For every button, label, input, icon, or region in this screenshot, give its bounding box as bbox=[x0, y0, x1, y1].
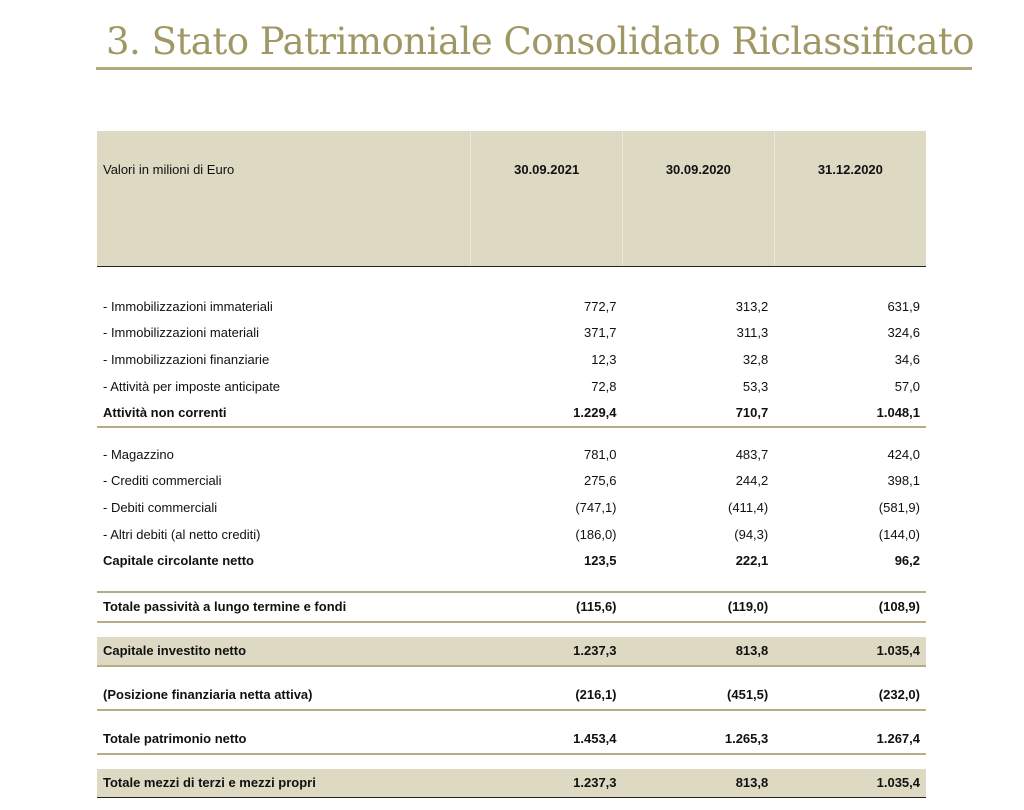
cell-value: 222,1 bbox=[735, 553, 769, 569]
title-divider bbox=[96, 67, 972, 70]
cell-value: 1.237,3 bbox=[471, 769, 623, 798]
cell-value: 1.267,4 bbox=[774, 725, 926, 754]
table-row bbox=[97, 320, 926, 347]
header-col-31-12-2020: 31.12.2020 bbox=[774, 131, 926, 267]
total-row bbox=[97, 681, 926, 710]
row-label: Totale passività a lungo termine e fondi bbox=[97, 592, 471, 622]
row-label: Capitale circolante netto bbox=[103, 553, 254, 569]
spacer-row bbox=[97, 267, 926, 294]
cell-value: 1.265,3 bbox=[623, 725, 775, 754]
subtotal-row bbox=[97, 399, 926, 427]
row-label: - Immobilizzazioni finanziarie bbox=[103, 351, 270, 367]
cell-value: (451,5) bbox=[623, 681, 775, 710]
table-row bbox=[97, 293, 926, 320]
row-label: Totale mezzi di terzi e mezzi propri bbox=[97, 769, 471, 798]
cell-value: 57,0 bbox=[894, 378, 920, 394]
row-label: (Posizione finanziaria netta attiva) bbox=[97, 681, 471, 710]
spacer-row bbox=[97, 622, 926, 637]
grand-total-row bbox=[97, 769, 926, 798]
cell-value: 631,9 bbox=[887, 298, 920, 314]
cell-value: 96,2 bbox=[894, 553, 920, 569]
subtotal-row bbox=[97, 547, 926, 574]
cell-value: 123,5 bbox=[583, 553, 617, 569]
cell-value: 371,7 bbox=[583, 325, 617, 341]
cell-value: (94,3) bbox=[734, 526, 769, 542]
cell-value: (144,0) bbox=[878, 526, 920, 542]
cell-value: 1.229,4 bbox=[471, 399, 623, 427]
cell-value: (186,0) bbox=[575, 526, 617, 542]
spacer-row bbox=[97, 427, 926, 441]
table-row bbox=[97, 521, 926, 548]
cell-value: 424,0 bbox=[887, 446, 920, 462]
header-col-30-09-2020: 30.09.2020 bbox=[623, 131, 775, 267]
spacer-row bbox=[97, 666, 926, 681]
cell-value: 710,7 bbox=[623, 399, 775, 427]
row-label: Totale patrimonio netto bbox=[97, 725, 471, 754]
cell-value: 313,2 bbox=[735, 298, 769, 314]
table-row bbox=[97, 468, 926, 495]
row-label: - Magazzino bbox=[103, 446, 174, 462]
row-label: - Attività per imposte anticipate bbox=[103, 378, 281, 394]
table-row bbox=[97, 441, 926, 468]
table-header-row bbox=[97, 131, 926, 267]
table-row bbox=[97, 346, 926, 373]
row-label: - Immobilizzazioni immateriali bbox=[103, 298, 273, 314]
table-row bbox=[97, 373, 926, 400]
spacer-row bbox=[97, 710, 926, 725]
cell-value: 1.035,4 bbox=[774, 637, 926, 666]
row-label: - Immobilizzazioni materiali bbox=[103, 325, 260, 341]
cell-value: 311,3 bbox=[736, 325, 769, 341]
row-label: Attività non correnti bbox=[97, 399, 471, 427]
row-label: - Altri debiti (al netto crediti) bbox=[103, 526, 261, 542]
total-row bbox=[97, 725, 926, 754]
cell-value: (747,1) bbox=[575, 499, 617, 515]
page-title: 3. Stato Patrimoniale Consolidato Riclassificato bbox=[106, 20, 975, 63]
cell-value: 72,8 bbox=[591, 378, 617, 394]
row-label: - Crediti commerciali bbox=[103, 473, 222, 489]
row-label: - Debiti commerciali bbox=[103, 499, 218, 515]
cell-value: 324,6 bbox=[887, 325, 920, 341]
balance-sheet-table bbox=[97, 131, 926, 798]
cell-value: 32,8 bbox=[742, 351, 769, 367]
cell-value: 53,3 bbox=[742, 378, 769, 394]
table-row bbox=[97, 494, 926, 521]
cell-value: (216,1) bbox=[471, 681, 623, 710]
cell-value: (411,4) bbox=[728, 499, 769, 515]
row-label: Capitale investito netto bbox=[97, 637, 471, 666]
cell-value: (232,0) bbox=[774, 681, 926, 710]
total-row bbox=[97, 637, 926, 666]
cell-value: 813,8 bbox=[623, 769, 775, 798]
cell-value: (115,6) bbox=[471, 592, 623, 622]
cell-value: 12,3 bbox=[591, 351, 617, 367]
total-row bbox=[97, 592, 926, 622]
cell-value: 1.035,4 bbox=[774, 769, 926, 798]
spacer-row bbox=[97, 754, 926, 769]
cell-value: 813,8 bbox=[623, 637, 775, 666]
spacer-row bbox=[97, 574, 926, 592]
cell-value: 1.237,3 bbox=[471, 637, 623, 666]
cell-value: 1.048,1 bbox=[774, 399, 926, 427]
cell-value: 1.453,4 bbox=[471, 725, 623, 754]
cell-value: 483,7 bbox=[735, 446, 769, 462]
cell-value: 244,2 bbox=[735, 473, 769, 489]
cell-value: 772,7 bbox=[583, 298, 617, 314]
cell-value: 398,1 bbox=[887, 473, 920, 489]
cell-value: 275,6 bbox=[583, 473, 617, 489]
cell-value: (108,9) bbox=[774, 592, 926, 622]
cell-value: (581,9) bbox=[878, 499, 920, 515]
cell-value: (119,0) bbox=[623, 592, 775, 622]
cell-value: 781,0 bbox=[583, 446, 617, 462]
header-label: Valori in milioni di Euro bbox=[97, 131, 471, 267]
header-col-30-09-2021: 30.09.2021 bbox=[471, 131, 623, 267]
cell-value: 34,6 bbox=[894, 351, 920, 367]
